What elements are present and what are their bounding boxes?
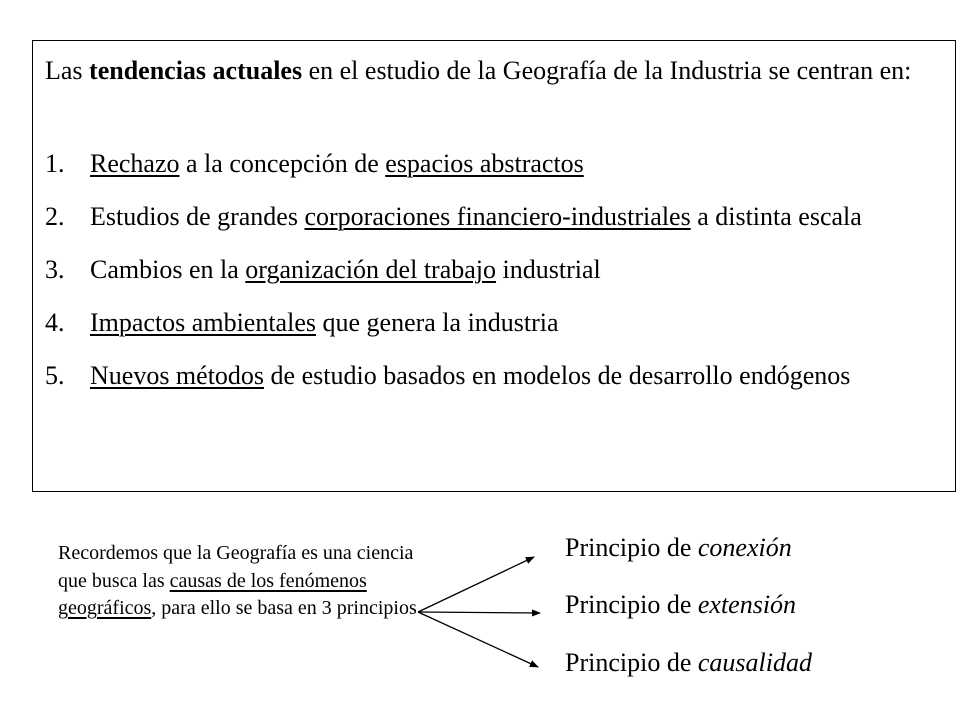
principle-term: causalidad xyxy=(697,648,812,677)
item-text: a distinta escala xyxy=(690,202,862,231)
principle-prefix: Principio de xyxy=(565,648,698,677)
item-number: 5. xyxy=(45,361,65,390)
item-number: 3. xyxy=(45,255,65,284)
item-text: de estudio basados en modelos de desarrollo endógenos xyxy=(264,361,851,390)
underlined-phrase: Impactos ambientales xyxy=(90,308,316,337)
intro-bold-term: tendencias actuales xyxy=(89,56,303,85)
note-text-start: Recordemos que la Geografía es una ciencia que busca las xyxy=(58,542,414,592)
intro-prefix: Las xyxy=(45,56,90,85)
item-number: 2. xyxy=(45,202,65,231)
principle-prefix: Principio de xyxy=(565,590,698,619)
note-underlined-causes: causas de los fenómenos geográficos xyxy=(58,569,367,619)
principle-term: extensión xyxy=(697,590,797,619)
item-text: Cambios en la xyxy=(90,255,246,284)
note-text-end: , para ello se basa en 3 principios xyxy=(151,597,417,619)
underlined-phrase: Nuevos métodos xyxy=(90,361,265,390)
principle-connection xyxy=(565,533,792,563)
arrow-to-connection xyxy=(418,557,534,612)
item-number: 1. xyxy=(45,149,65,178)
principle-extension xyxy=(565,590,796,620)
principle-prefix: Principio de xyxy=(565,533,698,562)
item-text: Estudios de grandes xyxy=(90,202,305,231)
item-number: 4. xyxy=(45,308,65,337)
intro-suffix: en el estudio de la Geografía de la Industria se centran en: xyxy=(302,56,912,85)
item-text: a la concepción de xyxy=(179,149,386,178)
principle-causality xyxy=(565,648,812,678)
principle-term: conexión xyxy=(697,533,792,562)
underlined-phrase: Rechazo xyxy=(90,149,180,178)
underlined-phrase: corporaciones financiero-industriales xyxy=(304,202,691,231)
arrow-to-extension xyxy=(418,612,540,613)
item-text: que genera la industria xyxy=(315,308,559,337)
item-text: industrial xyxy=(496,255,601,284)
underlined-phrase: espacios abstractos xyxy=(385,149,584,178)
arrow-to-causality xyxy=(418,612,538,667)
underlined-phrase: organización del trabajo xyxy=(245,255,497,284)
